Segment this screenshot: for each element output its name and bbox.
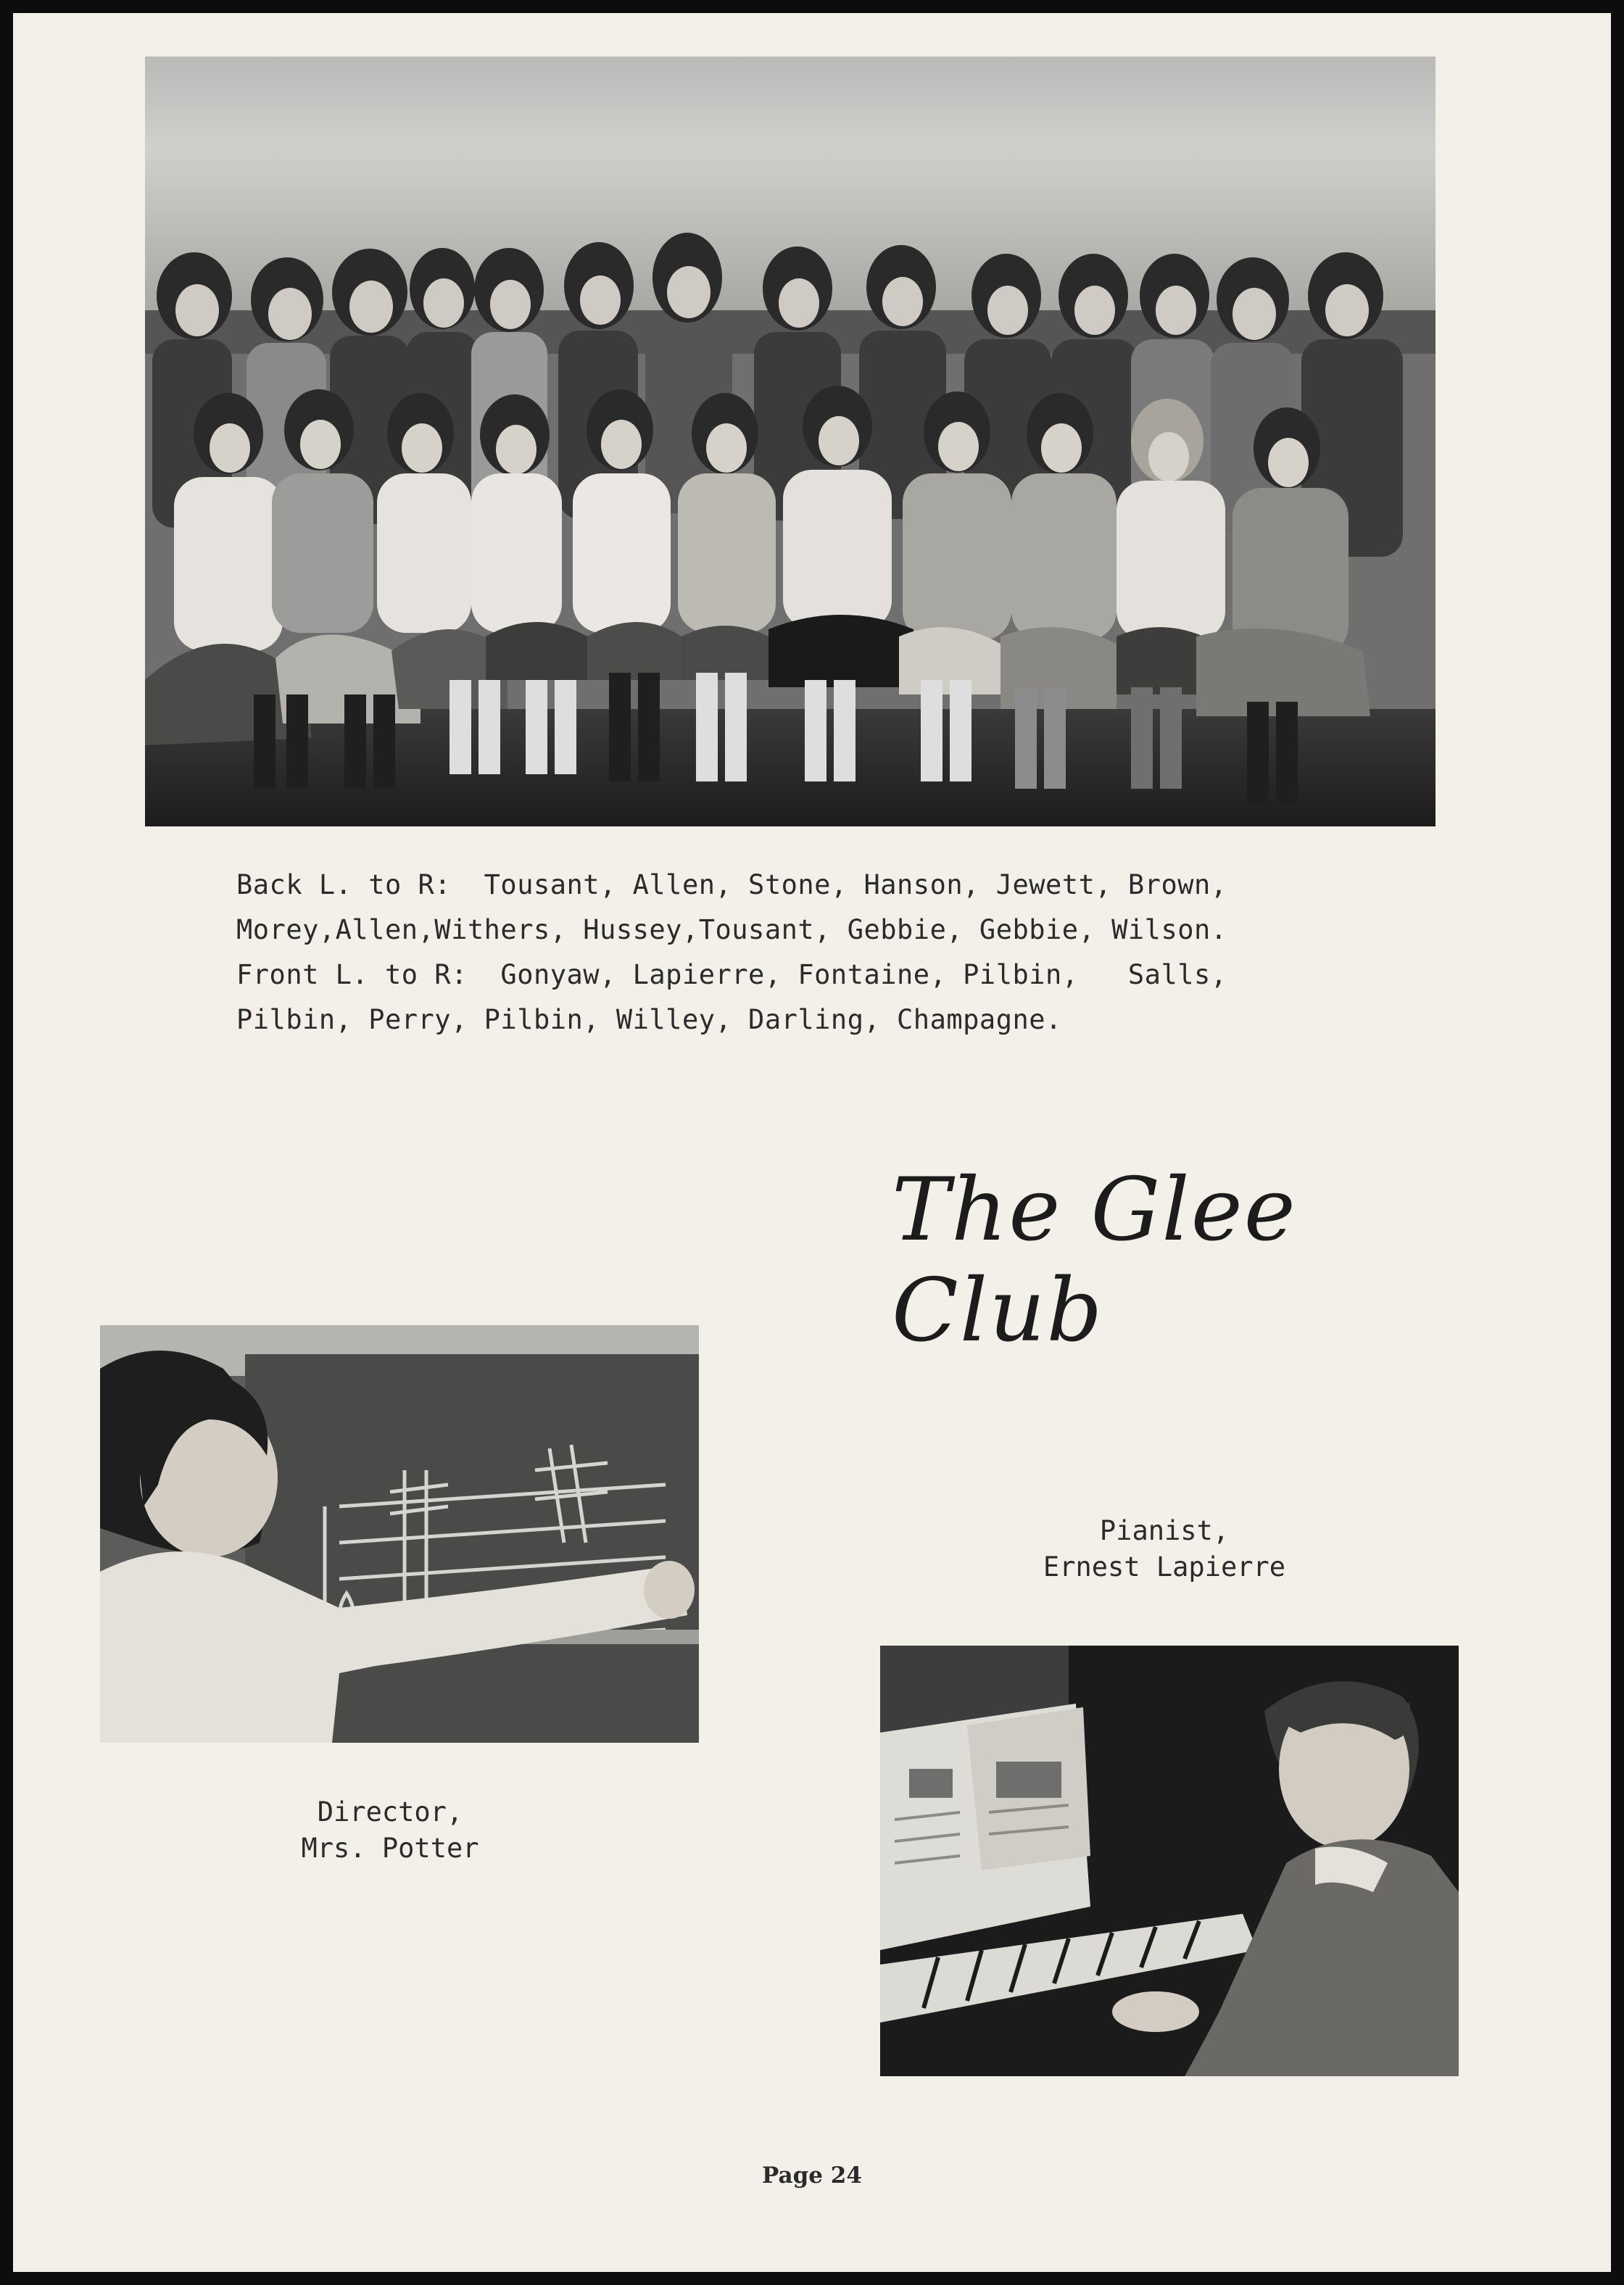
caption-line-back-1: Back L. to R: Tousant, Allen, Stone, Hanson, Jewett, Brown,: [236, 869, 1227, 900]
caption-line-front-1: Front L. to R: Gonyaw, Lapierre, Fontaine, Pilbin, Salls,: [236, 959, 1227, 990]
pianist-name: Ernest Lapierre: [1043, 1551, 1286, 1583]
pianist-caption: [998, 1513, 1331, 1585]
caption-line-back-2: Morey,Allen,Withers, Hussey,Tousant, Gebbie, Gebbie, Wilson.: [236, 914, 1227, 945]
director-role: Director,: [317, 1796, 463, 1828]
page-number: Page 24: [762, 2162, 862, 2189]
group-photo: [145, 57, 1436, 826]
pianist-photo: [880, 1646, 1459, 2076]
caption-line-front-2: Pilbin, Perry, Pilbin, Willey, Darling, Champagne.: [236, 1004, 1062, 1035]
group-names-caption: [236, 863, 1227, 1042]
director-caption: [245, 1794, 535, 1867]
director-photo: [100, 1325, 699, 1743]
pianist-role: Pianist,: [1099, 1515, 1230, 1546]
director-name: Mrs. Potter: [301, 1833, 479, 1864]
page-title: The Glee Club: [892, 1160, 1297, 1361]
